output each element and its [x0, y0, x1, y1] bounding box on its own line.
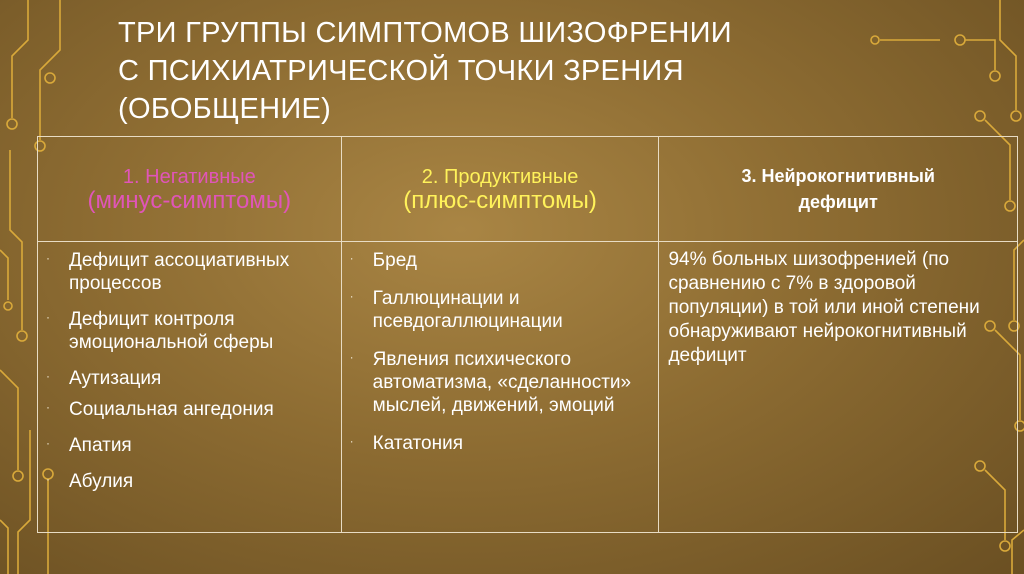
- bullet: ·: [349, 289, 354, 303]
- list-item-text: Дефицит контроля эмоциональной сферы: [69, 309, 274, 353]
- neurocognitive-deficit-cell: [659, 242, 1018, 533]
- title-line-2: С ПСИХИАТРИЧЕСКОЙ ТОЧКИ ЗРЕНИЯ: [118, 55, 684, 87]
- list-item: [39, 367, 340, 390]
- negative-symptoms-list: [39, 243, 340, 493]
- list-item-text: Бред: [372, 250, 417, 271]
- header-negative-line1: 1. Негативные: [122, 165, 256, 188]
- list-item-text: Апатия: [69, 435, 132, 456]
- header-negative-line2: (минус-симптомы): [87, 186, 292, 214]
- header-neurocognitive-line1: 3. Нейрокогнитивный: [741, 166, 935, 186]
- list-item: [343, 249, 658, 272]
- title-line-3: (ОБОБЩЕНИЕ): [118, 93, 332, 125]
- header-neurocognitive: [659, 137, 1018, 242]
- list-item-text: Аутизация: [69, 368, 162, 389]
- productive-symptoms-cell: [341, 242, 659, 533]
- list-item-text: Галлюцинации и псевдогаллюцинации: [372, 288, 563, 332]
- bullet: ·: [46, 310, 50, 324]
- list-item: [39, 470, 340, 493]
- list-item-text: Кататония: [372, 433, 463, 454]
- bullet: ·: [349, 350, 354, 364]
- table-header-row: [38, 137, 1018, 242]
- bullet: ·: [46, 251, 50, 265]
- list-item-text: Явления психического автоматизма, «сделанности» мыслей, движений, эмоций: [372, 349, 632, 416]
- header-negative: [38, 137, 342, 242]
- neurocognitive-text: 94% больных шизофренией (по сравнению с 7% в здоровой популяции) в той или иной степени обнаруживают нейрокогнитивный дефицит: [668, 249, 980, 366]
- bullet: ·: [46, 369, 50, 383]
- header-productive: [341, 137, 659, 242]
- bullet: ·: [349, 434, 354, 448]
- header-productive-line2: (плюс-симптомы): [403, 186, 597, 214]
- symptoms-table: [37, 136, 1018, 533]
- list-item: [39, 308, 340, 354]
- title-line-1: ТРИ ГРУППЫ СИМПТОМОВ ШИЗОФРЕНИИ: [118, 17, 732, 49]
- slide-title: [118, 14, 878, 128]
- list-item-text: Социальная ангедония: [69, 399, 274, 420]
- negative-symptoms-cell: [38, 242, 342, 533]
- header-neurocognitive-line2: дефицит: [798, 192, 878, 212]
- list-item: [39, 249, 340, 295]
- list-item: [343, 287, 658, 333]
- list-item-text: Абулия: [69, 471, 134, 492]
- list-item-text: Дефицит ассоциативных процессов: [69, 250, 290, 294]
- list-item: [39, 434, 340, 457]
- header-productive-line1: 2. Продуктивные: [421, 165, 579, 188]
- list-item: [343, 432, 658, 455]
- productive-symptoms-list: [343, 243, 658, 455]
- bullet: ·: [46, 436, 50, 450]
- list-item: [39, 398, 340, 421]
- list-item: [343, 348, 658, 417]
- bullet: ·: [349, 251, 354, 265]
- table-body-row: [38, 242, 1018, 533]
- bullet: ·: [46, 472, 50, 486]
- bullet: ·: [46, 400, 50, 414]
